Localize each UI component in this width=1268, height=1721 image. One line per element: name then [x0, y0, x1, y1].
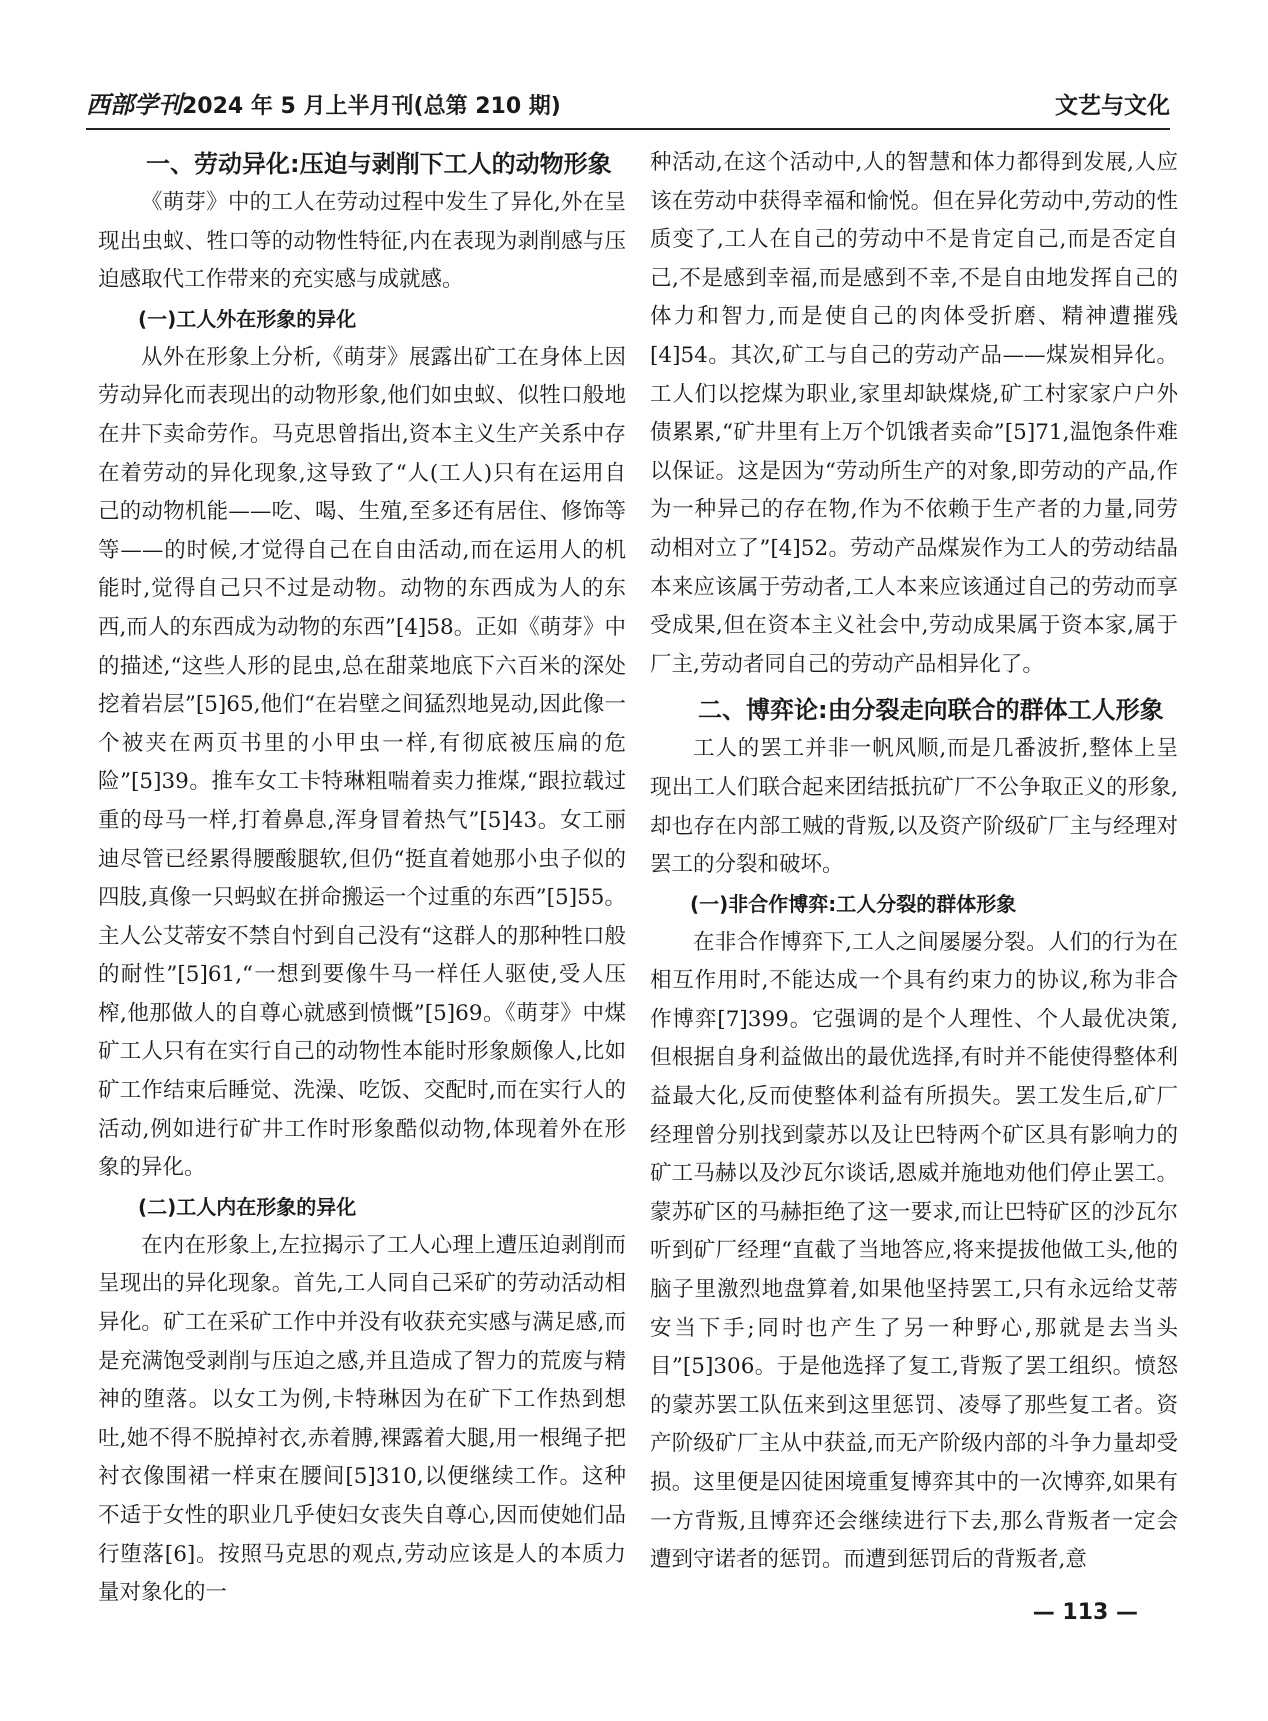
paragraph: 在非合作博弈下,工人之间屡屡分裂。人们的行为在相互作用时,不能达成一个具有约束力的协议,称为非合作博弈[7]399。它强调的是个人理性、个人最优决策,但根据自身利益做出的最优选择,有时并不能使得整体利益最大化,反而使整体利益有所损失。罢工发生后,矿厂经理曾分别找到蒙苏以及让巴特两个矿区具有影响力的矿工马赫以及沙瓦尔谈话,恩威并施地劝他们停止罢工。蒙苏矿区的马赫拒绝了这一要求,而让巴特矿区的沙瓦尔听到矿厂经理“直截了当地答应,将来提拔他做工头,他的脑子里激烈地盘算着,如果他坚持罢工,只有永远给艾蒂安当下手;同时也产生了另一种野心,那就是去当头目”[5]306。于是他选择了复工,背叛了罢工组织。愤怒的蒙苏罢工队伍来到这里惩罚、凌辱了那些复工者。资产阶级矿厂主从中获益,而无产阶级内部的斗争力量却受损。这里便是囚徒困境重复博弈其中的一次博弈,如果有一方背叛,且博弈还会继续进行下去,那么背叛者一定会遭到守诺者的惩罚。而遭到惩罚后的背叛者,意 — [650, 929, 1178, 1573]
page-number: — 113 — — [1032, 1600, 1138, 1625]
left-column — [98, 144, 626, 1613]
paragraph: 种活动,在这个活动中,人的智慧和体力都得到发展,人应该在劳动中获得幸福和愉悦。但在异化劳动中,劳动的性质变了,工人在自己的劳动中不是肯定自己,而是否定自己,不是感到幸福,而是感到不幸,不是自由地发挥自己的体力和智力,而是使自己的肉体受折磨、精神遭摧残[4]54。其次,矿工与自己的劳动产品——煤炭相异化。工人们以挖煤为职业,家里却缺煤烧,矿工村家家户户外债累累,“矿井里有上万个饥饿者卖命”[5]71,温饱条件难以保证。这是因为“劳动所生产的对象,即劳动的产品,作为一种异己的存在物,作为不依赖于生产者的力量,同劳动相对立了”[4]52。劳动产品煤炭作为工人的劳动结晶本来应该属于劳动者,工人本来应该通过自己的劳动而享受成果,但在资本主义社会中,劳动成果属于资本家,属于厂主,劳动者同自己的劳动产品相异化了。 — [650, 150, 1178, 677]
subsection-heading: (一)非合作博弈:工人分裂的群体形象 — [690, 891, 1017, 916]
paragraph: 《萌芽》中的工人在劳动过程中发生了异化,外在呈现出虫蚁、牲口等的动物性特征,内在表现为剥削感与压迫感取代工作带来的充实感与成就感。 — [98, 190, 626, 293]
section-heading-2: 二、博弈论:由分裂走向联合的群体工人形象 — [698, 696, 1164, 725]
paragraph: 从外在形象上分析,《萌芽》展露出矿工在身体上因劳动异化而表现出的动物形象,他们如虫蚁、似牲口般地在井下卖命劳作。马克思曾指出,资本主义生产关系中存在着劳动的异化现象,这导致了“人(工人)只有在运用自己的动物机能——吃、喝、生殖,至多还有居住、修饰等等——的时候,才觉得自己在自由活动,而在运用人的机能时,觉得自己只不过是动物。动物的东西成为人的东西,而人的东西成为动物的东西”[4]58。正如《萌芽》中的描述,“这些人形的昆虫,总在甜菜地底下六百米的深处挖着岩层”[5]65,他们“在岩壁之间猛烈地晃动,因此像一个被夹在两页书里的小甲虫一样,有彻底被压扁的危险”[5]39。推车女工卡特琳粗喘着卖力推煤,“跟拉载过重的母马一样,打着鼻息,浑身冒着热气”[5]43。女工丽迪尽管已经累得腰酸腿软,但仍“挺直着她那小虫子似的四肢,真像一只蚂蚁在拼命搬运一个过重的东西”[5]55。主人公艾蒂安不禁自忖到自己没有“这群人的那种牲口般的耐性”[5]61,“一想到要像牛马一样任人驱使,受人压榨,他那做人的自尊心就感到愤慨”[5]69。《萌芽》中煤矿工人只有在实行自己的动物性本能时形象颇像人,比如矿工作结束后睡觉、洗澡、吃饭、交配时,而在实行人的活动,例如进行矿井工作时形象酷似动物,体现着外在形象的异化。 — [98, 344, 626, 1181]
paragraph: 在内在形象上,左拉揭示了工人心理上遭压迫剥削而呈现出的异化现象。首先,工人同自己采矿的劳动活动相异化。矿工在采矿工作中并没有收获充实感与满足感,而是充满饱受剥削与压迫之感,并且造成了智力的荒废与精神的堕落。以女工为例,卡特琳因为在矿下工作热到想吐,她不得不脱掉衬衣,赤着膊,裸露着大腿,用一根绳子把衬衣像围裙一样束在腰间[5]310,以便继续工作。这种不适于女性的职业几乎使妇女丧失自尊心,因而使她们品行堕落[6]。按照马克思的观点,劳动应该是人的本质力量对象化的一 — [98, 1232, 626, 1606]
subsection-heading: (二)工人内在形象的异化 — [138, 1194, 357, 1219]
right-column — [650, 144, 1178, 1580]
journal-logo: 西部学刊 — [86, 90, 182, 119]
journal-info — [86, 85, 561, 120]
section-name: 文艺与文化 — [1055, 93, 1170, 119]
section-heading-1: 一、劳动异化:压迫与剥削下工人的动物形象 — [146, 150, 612, 178]
issue-info: 2024 年 5 月上半月刊(总第 210 期) — [182, 94, 561, 119]
paragraph: 工人的罢工并非一帆风顺,而是几番波折,整体上呈现出工人们联合起来团结抵抗矿厂不公争取正义的形象,却也存在内部工贼的背叛,以及资产阶级矿厂主与经理对罢工的分裂和破坏。 — [650, 736, 1178, 878]
running-header — [86, 80, 1170, 130]
subsection-heading: (一)工人外在形象的异化 — [138, 306, 357, 331]
